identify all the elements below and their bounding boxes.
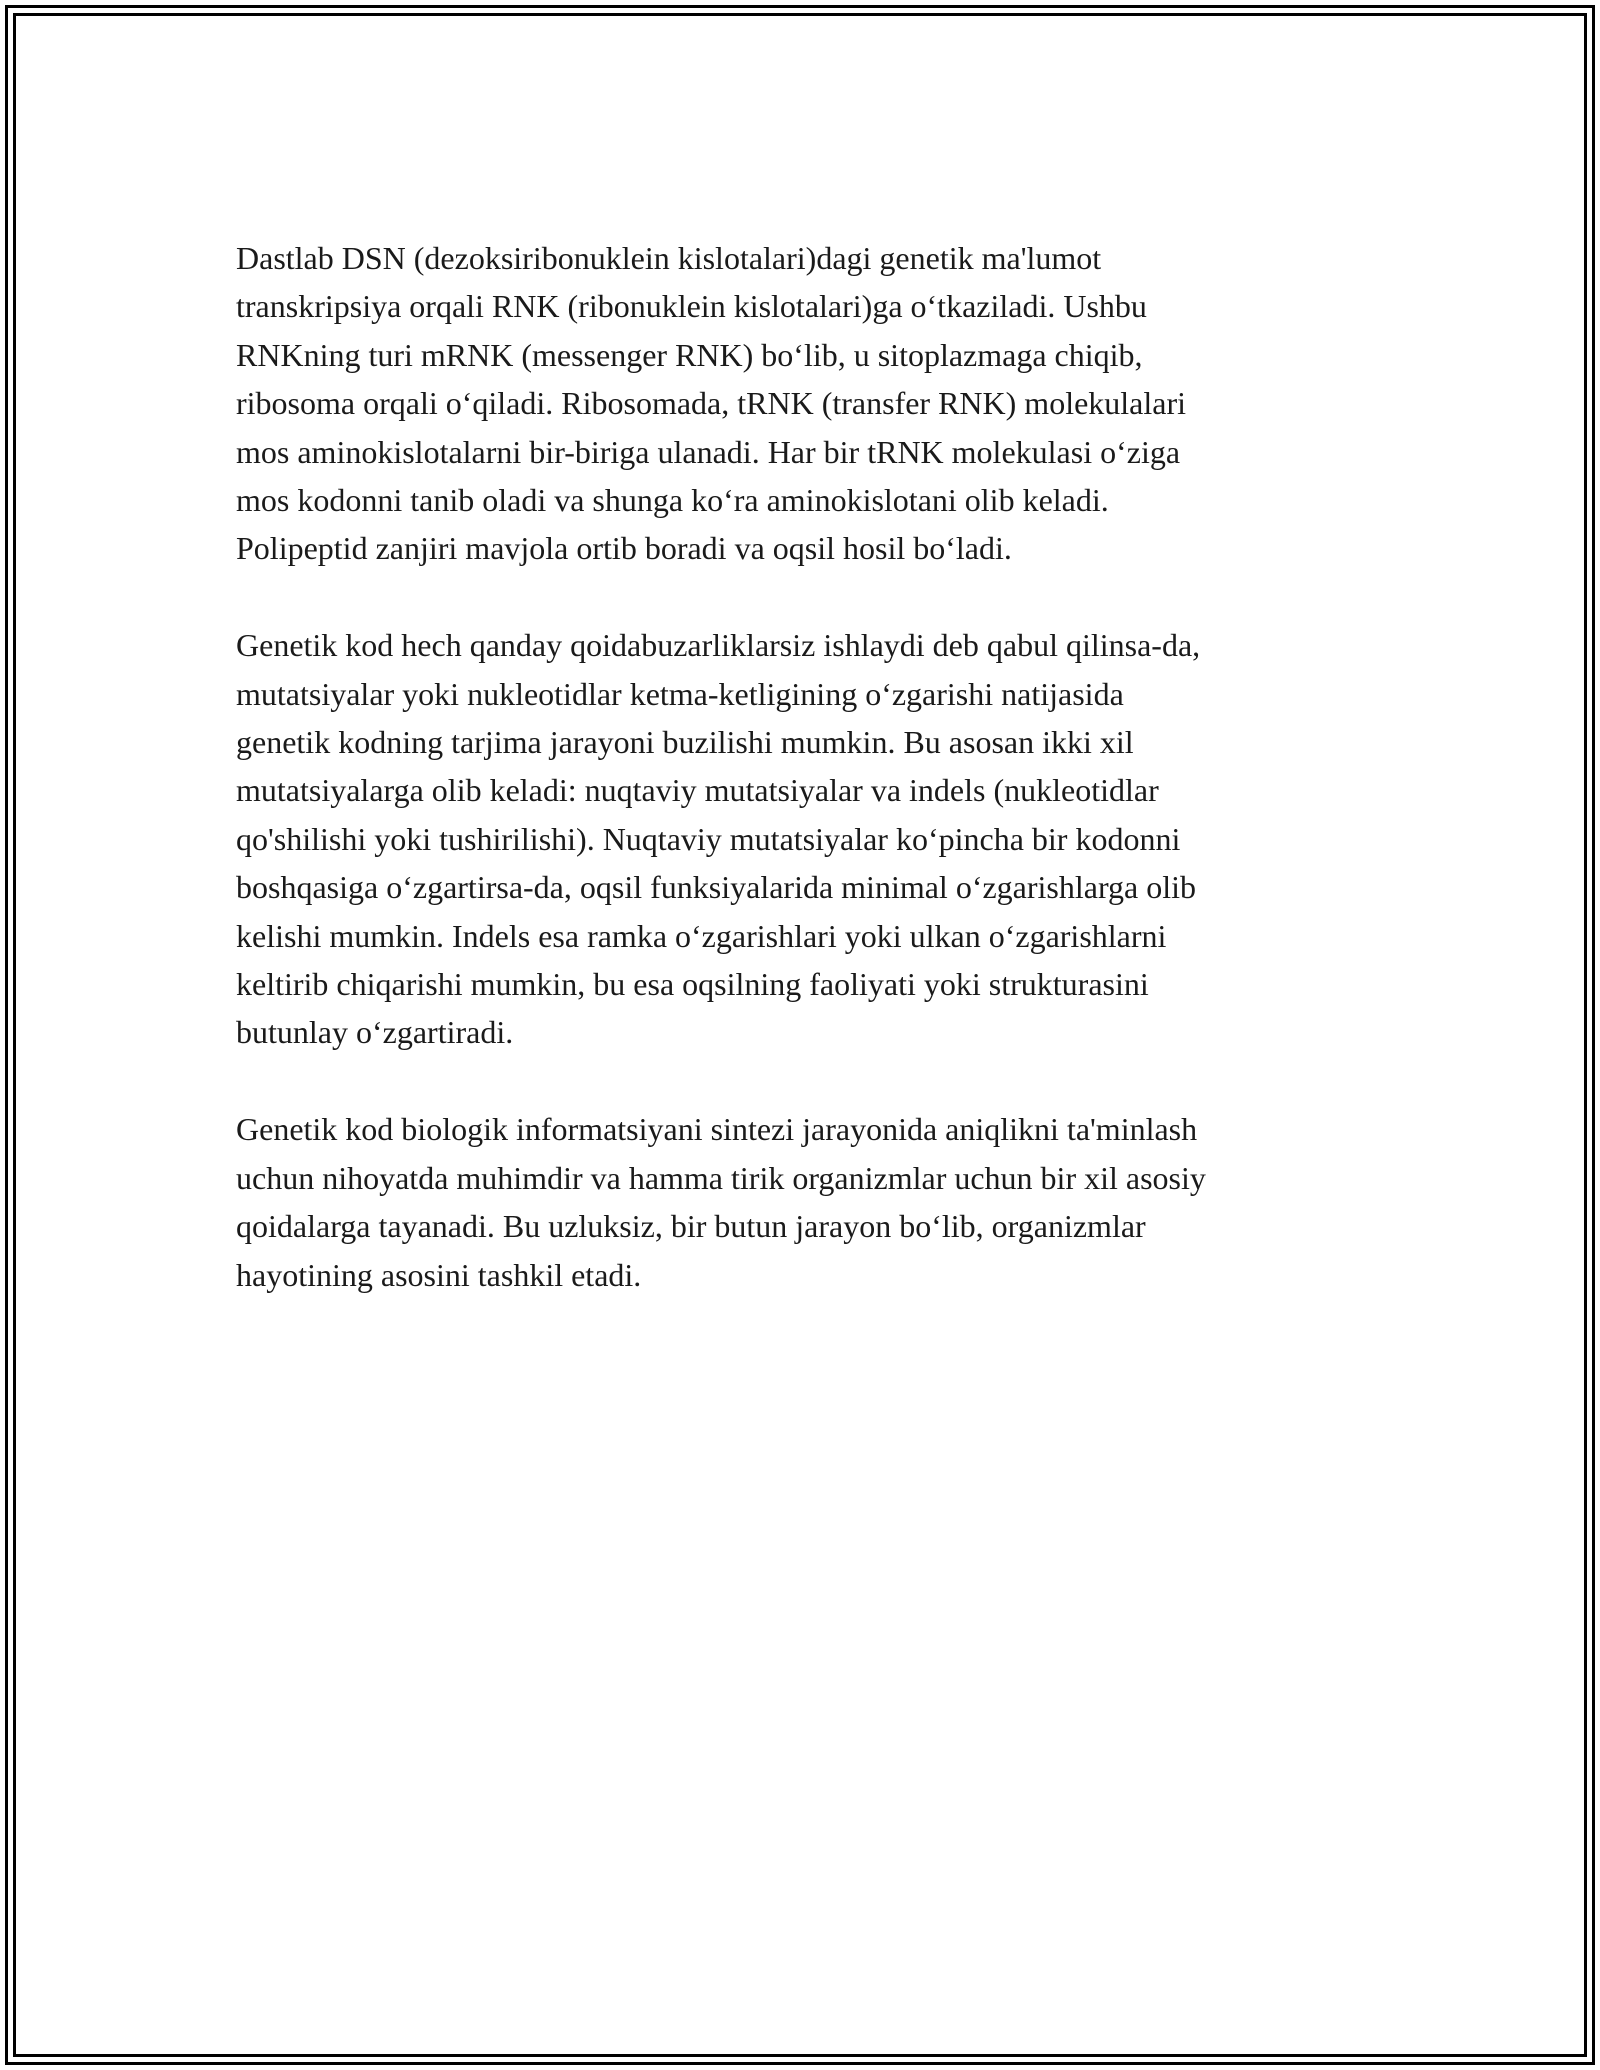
paragraph-1	[236, 234, 1366, 573]
paragraph-2	[236, 621, 1366, 1057]
text-line: ribosoma orqali o‘qiladi. Ribosomada, tRNK (transfer RNK) molekulalari	[236, 385, 1187, 422]
text-line: Genetik kod biologik informatsiyani sintezi jarayonida aniqlikni ta'minlash	[236, 1111, 1198, 1148]
document-body	[236, 234, 1366, 1347]
text-line: uchun nihoyatda muhimdir va hamma tirik organizmlar uchun bir xil asosiy	[236, 1159, 1206, 1196]
text-line: genetik kodning tarjima jarayoni buzilishi mumkin. Bu asosan ikki xil	[236, 724, 1134, 761]
text-line: Polipeptid zanjiri mavjola ortib boradi va oqsil hosil bo‘ladi.	[236, 530, 1012, 567]
text-line: mos aminokislotalarni bir-biriga ulanadi. Har bir tRNK molekulasi o‘ziga	[236, 433, 1181, 470]
text-line: qoidalarga tayanadi. Bu uzluksiz, bir butun jarayon bo‘lib, organizmlar	[236, 1208, 1146, 1245]
text-line: keltirib chiqarishi mumkin, bu esa oqsilning faoliyati yoki strukturasini	[236, 966, 1149, 1003]
text-line: mos kodonni tanib oladi va shunga ko‘ra aminokislotani olib keladi.	[236, 482, 1109, 519]
text-line: transkripsiya orqali RNK (ribonuklein kislotalari)ga o‘tkaziladi. Ushbu	[236, 288, 1147, 325]
text-line: butunlay o‘zgartiradi.	[236, 1014, 514, 1051]
text-line: hayotining asosini tashkil etadi.	[236, 1256, 642, 1293]
text-line: mutatsiyalarga olib keladi: nuqtaviy mutatsiyalar va indels (nukleotidlar	[236, 772, 1159, 809]
paragraph-3	[236, 1105, 1366, 1299]
text-line: Dastlab DSN (dezoksiribonuklein kislotalari)dagi genetik ma'lumot	[236, 240, 1102, 276]
text-line: kelishi mumkin. Indels esa ramka o‘zgarishlari yoki ulkan o‘zgarishlarni	[236, 917, 1167, 954]
text-line: mutatsiyalar yoki nukleotidlar ketma-ketligining o‘zgarishi natijasida	[236, 675, 1124, 712]
text-line: boshqasiga o‘zgartirsa-da, oqsil funksiyalarida minimal o‘zgarishlarga olib	[236, 869, 1197, 906]
text-line: Genetik kod hech qanday qoidabuzarliklarsiz ishlaydi deb qabul qilinsa-da,	[236, 627, 1201, 664]
text-line: RNKning turi mRNK (messenger RNK) bo‘lib, u sitoplazmaga chiqib,	[236, 336, 1143, 373]
text-line: qo'shilishi yoki tushirilishi). Nuqtaviy mutatsiyalar ko‘pincha bir kodonni	[236, 820, 1181, 857]
